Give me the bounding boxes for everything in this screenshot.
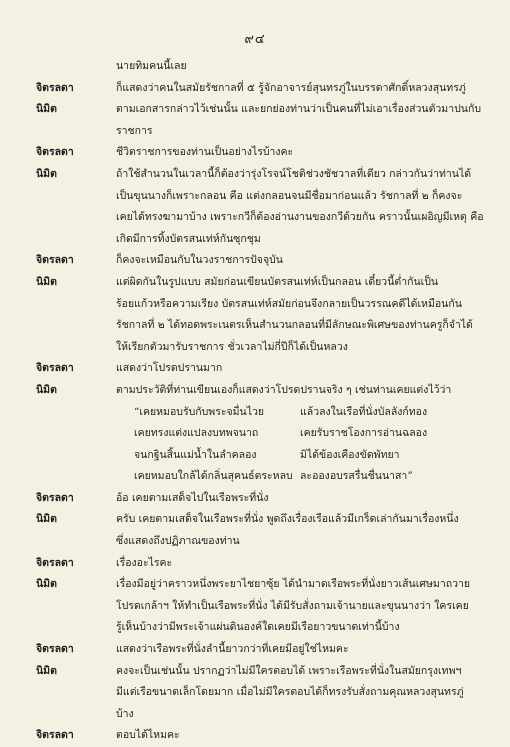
text-line: แต่ผิดกันในรูปแบบ สมัยก่อนเขียนบัตรสนเท่ห์เป็นกลอน เดี๋ยวนี้ต่ำกันเป็น [116,275,439,288]
dialogue-row [36,164,488,250]
speaker-label: จิตรลดา [36,729,74,742]
speech-text [116,99,488,142]
speaker-label: นิมิต [36,275,57,288]
speech-text [116,725,488,747]
speech-text [116,509,488,552]
speech-text [116,639,488,661]
speaker-label: นิมิต [36,383,57,396]
poem-first-half: เคยหมอบใกล้ได้กลิ่นสุคนธ์ตระหลบ [134,470,293,483]
poem-second-half: แล้วลงในเรือที่นั่งบัลลังก์ทอง [300,405,428,418]
speech-text [116,78,488,100]
page-number: ๙๔ [244,32,266,47]
speech-text [116,488,488,510]
dialogue-row [36,509,488,552]
text-line: เรื่องมีอยู่ว่าคราวหนึ่งพระยาไชยาซุ้ย ได้นำมาดเรือพระที่นั่งยาวเส้นเศษมาถวาย [116,578,471,591]
speaker-label: จิตรลดา [36,491,74,504]
dialogue-row [36,56,488,78]
text-line: โปรดเกล้าฯ ให้ทำเป็นเรือพระที่นั่ง ได้มีรับสั่งถามเจ้านายและขุนนางว่า ใครเคย [116,599,469,612]
poem-line [134,466,488,488]
poem-second-half: เคยรับราชโองการอ่านฉลอง [300,427,428,440]
dialogue-body [36,56,488,747]
text-line: ตอบได้ไหมคะ [116,729,180,742]
poem-line [134,402,488,424]
speech-text [116,574,488,639]
text-line: ชีวิตราชการของท่านเป็นอย่างไรบ้างคะ [116,146,294,159]
speaker-label: นิมิต [36,103,57,116]
speaker-label: จิตรลดา [36,81,74,94]
dialogue-row [36,358,488,380]
text-line: ถ้าใช้สำนวนในเวลานี้ก็ต้องว่ารุ่งโรจน์โชติช่วงชัชวาลที่เดียว กล่าวกันว่าท่านได้ [116,167,472,180]
speaker-label: นิมิต [36,167,57,180]
text-line: เรื่องอะไรคะ [116,556,173,569]
text-line: ราชการ [116,124,153,137]
poem-verse [134,402,488,488]
text-line: ก็คงจะเหมือนกับในวงราชการปัจจุบัน [116,254,283,267]
dialogue-row [36,725,488,747]
speech-text [116,164,488,250]
speaker-label: นิมิต [36,578,57,591]
text-line: นายทิมคนนี้เลย [116,60,187,72]
dialogue-row [36,553,488,575]
speech-text [116,56,488,78]
text-line: ตามประวัติที่ท่านเขียนเองก็แสดงว่าโปรดปรานจริง ๆ เช่นท่านเคยแต่งไว้ว่า [116,383,452,396]
dialogue-row [36,574,488,639]
poem-second-half: ละอองอบรสรื่นชื่นนาสา” [300,470,413,483]
text-line: แสดงว่าเรือพระที่นั่งลำนี้ยาวกว่าที่เคยมีอยู่ใช่ไหมคะ [116,643,349,656]
dialogue-row [36,99,488,142]
speaker-label: จิตรลดา [36,643,74,656]
text-line: ซึ่งแสดงถึงปฏิภาณของท่าน [116,535,240,548]
text-line: ก็แสดงว่าคนในสมัยรัชกาลที่ ๕ รู้จักอาจารย์สุนทรภู่ในบรรดาศักดิ์หลวงสุนทรภู่ [116,81,466,94]
poem-second-half: มิได้ข้องเคืองขัดพัทยา [300,448,400,461]
dialogue-row [36,272,488,358]
poem-first-half: จนกฐินสิ้นแม่น้ำในลำคลอง [134,448,257,461]
text-line: เคยได้ทรงฆามาบ้าง เพราะกวีก็ต้องอ่านงานของกวีด้วยกัน คราวนั้นเผอิญมีเหตุ คือ [116,211,484,224]
speaker-label: จิตรลดา [36,254,74,267]
text-line: รู้เห็นบ้างว่ามีพระเจ้าแผ่นดินองค์ใดเคยมีเรือยาวขนาดเท่านี้บ้าง [116,621,400,634]
speech-text [116,661,488,726]
text-line: แสดงว่าโปรดปรานมาก [116,362,223,375]
text-line: คงจะเป็นเช่นนั้น ปรากฏว่าไม่มีใครตอบได้ เพราะเรือพระที่นั่งในสมัยกรุงเทพฯ [116,664,462,677]
text-line: ตามเอกสารกล่าวไว้เช่นนั้น และยกย่องท่านว่าเป็นคนที่ไม่เอาเรื่องส่วนตัวมาปนกับ [116,103,481,116]
speech-text [116,272,488,358]
text-line: เกิดมีการทิ้งบัตรสนเท่ห์กันซุกชุม [116,232,261,245]
dialogue-row [36,250,488,272]
text-line: เป็นขุนนางก็เพราะกลอน คือ แต่งกลอนจนมีชื่อมาก่อนแล้ว รัชกาลที่ ๒ ก็คงจะ [116,189,463,202]
text-line: ให้เรียกตัวมารับราชการ ชั่วเวลาไม่กี่ปีก็ได้เป็นหลวง [116,340,348,353]
speech-text [116,380,488,488]
dialogue-row [36,488,488,510]
text-line: อ้อ เคยตามเสด็จไปในเรือพระที่นั่ง [116,491,269,504]
speech-text [116,142,488,164]
text-line: ครับ เคยตามเสด็จในเรือพระที่นั่ง พูดถึงเรื่องเรือแล้วมีเกร็ดเล่ากันมาเรื่องหนึ่ง [116,513,459,526]
poem-first-half: “เคยหมอบรับกับพระจมื่นไวย [134,405,265,418]
text-line: มีแต่เรือขนาดเล็กโดยมาก เมื่อไม่มีใครตอบได้ก็ทรงรับสั่งถามคุณหลวงสุนทรภู่ [116,686,464,699]
speech-text [116,358,488,380]
dialogue-row [36,380,488,488]
poem-line [134,423,488,445]
dialogue-row [36,78,488,100]
speech-text [116,250,488,272]
speaker-label: นิมิต [36,664,57,677]
speech-text [116,553,488,575]
dialogue-row [36,661,488,726]
dialogue-row [36,639,488,661]
poem-first-half: เคยทรงแต่งแปลงบทพจนาถ [134,427,259,440]
speaker-label: จิตรลดา [36,146,74,159]
speaker-label: นิมิต [36,513,57,526]
speaker-label: จิตรลดา [36,556,74,569]
text-line: บ้าง [116,707,134,720]
text-line: รัชกาลที่ ๒ ได้ทอดพระเนตรเห็นสำนวนกลอนที่มีลักษณะพิเศษของท่านครูก็จำได้ [116,319,473,332]
poem-line [134,445,488,467]
dialogue-row [36,142,488,164]
text-line: ร้อยแก้วหรือความเรียง บัตรสนเท่ห์สมัยก่อนจึงกลายเป็นวรรณคดีได้เหมือนกัน [116,297,462,310]
speaker-label: จิตรลดา [36,362,74,375]
